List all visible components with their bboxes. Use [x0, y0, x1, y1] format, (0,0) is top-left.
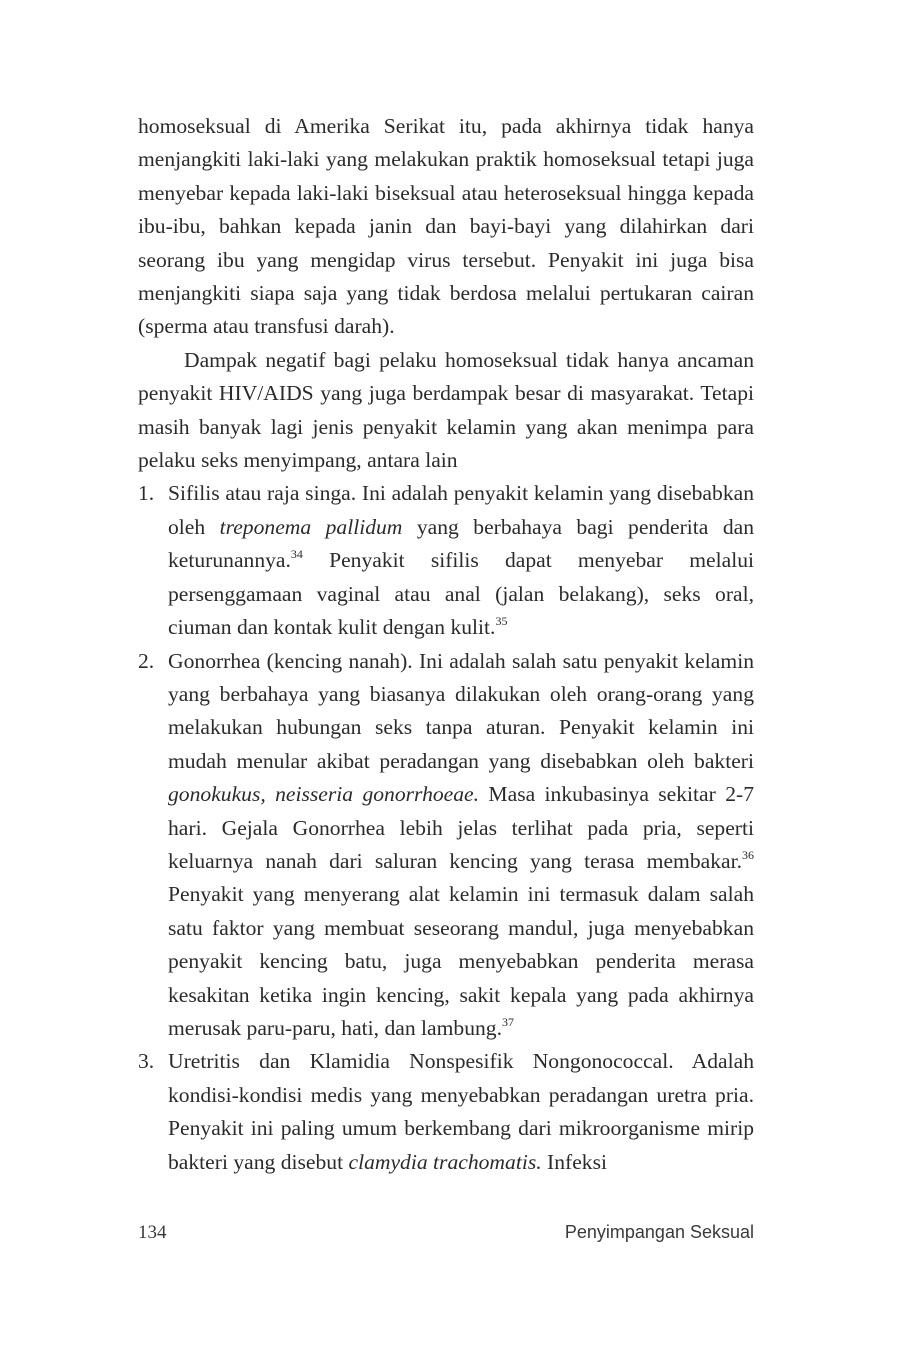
- list-text: Infeksi: [541, 1149, 607, 1174]
- list-text: yang berbahaya bagi penderita dan keturunannya.: [168, 514, 755, 573]
- list-text: Penyakit yang menyerang alat kelamin ini termasuk dalam salah satu faktor yang membuat seseorang mandul, juga menyebabkan penyakit kencing batu, juga menyebabkan penderita merasa kesakitan ketika ingin kencing, sakit kepala yang pada akhirnya merusak paru-paru, hati, dan lambung.: [168, 882, 754, 1040]
- list-text: Penyakit sifilis dapat menyebar melalui persenggamaan vaginal atau anal (jalan belakang), seks oral, ciuman dan kontak kulit dengan kulit.: [168, 548, 754, 640]
- paragraph-continued: homoseksual di Amerika Serikat itu, pada akhirnya tidak hanya menjangkiti laki-laki yang melakukan praktik homoseksual tetapi juga menyebar kepada laki-laki biseksual atau heteroseksual hingga kepada ibu-ibu, bahkan kepada janin dan bayi-bayi yang dilahirkan dari seorang ibu yang mengidap virus tersebut. Penyakit ini juga bisa menjangkiti siapa saja yang tidak berdosa melalui pertukaran cairan (sperma atau transfusi darah).: [138, 114, 754, 339]
- italic-term: clamydia trachomatis.: [348, 1149, 542, 1174]
- list-number: 2.: [138, 648, 155, 673]
- list-item-sifilis: [138, 477, 754, 644]
- footnote-ref[interactable]: 35: [495, 614, 508, 629]
- italic-term: gonokukus, neisseria gonorrhoeae.: [168, 782, 480, 807]
- list-item-uretritis: [138, 1045, 754, 1179]
- page-number: 134: [138, 1222, 167, 1243]
- list-number: 1.: [138, 481, 155, 506]
- list-text: Masa inkubasinya sekitar 2-7 hari. Gejala Gonorrhea lebih jelas terlihat pada pria, seperti keluarnya nanah dari saluran kencing yang terasa membakar.: [168, 782, 754, 873]
- list-number: 3.: [138, 1049, 155, 1074]
- list-item-gonorrhea: [138, 645, 754, 1046]
- page-footer: [138, 1222, 754, 1244]
- footnote-ref[interactable]: 34: [290, 547, 303, 562]
- italic-term: treponema pallidum: [219, 514, 403, 539]
- list-text: Uretritis dan Klamidia Nonspesifik Nongonococcal. Adalah kondisi-kondisi medis yang menyebabkan peradangan uretra pria. Penyakit ini paling umum berkembang dari mikroorganisme mirip bakteri yang disebut: [168, 1049, 754, 1174]
- page-body: [138, 110, 754, 1179]
- footnote-ref[interactable]: 36: [742, 847, 754, 862]
- list-text: Sifilis atau raja singa. Ini adalah penyakit kelamin yang disebabkan oleh: [168, 481, 754, 539]
- footnote-ref[interactable]: 37: [502, 1014, 514, 1029]
- running-title: Penyimpangan Seksual: [564, 1222, 754, 1242]
- disease-list: [138, 477, 754, 1179]
- paragraph-dampak: Dampak negatif bagi pelaku homoseksual tidak hanya ancaman penyakit HIV/AIDS yang juga berdampak besar di masyarakat. Tetapi masih banyak lagi jenis penyakit kelamin yang akan menimpa para pelaku seks menyimpang, antara lain: [138, 347, 754, 473]
- list-text: Gonorrhea (kencing nanah). Ini adalah salah satu penyakit kelamin yang berbahaya yang biasanya dilakukan oleh orang-orang yang melakukan hubungan seks tanpa aturan. Penyakit kelamin ini mudah menular akibat peradangan yang disebabkan oleh bakteri: [168, 648, 754, 773]
